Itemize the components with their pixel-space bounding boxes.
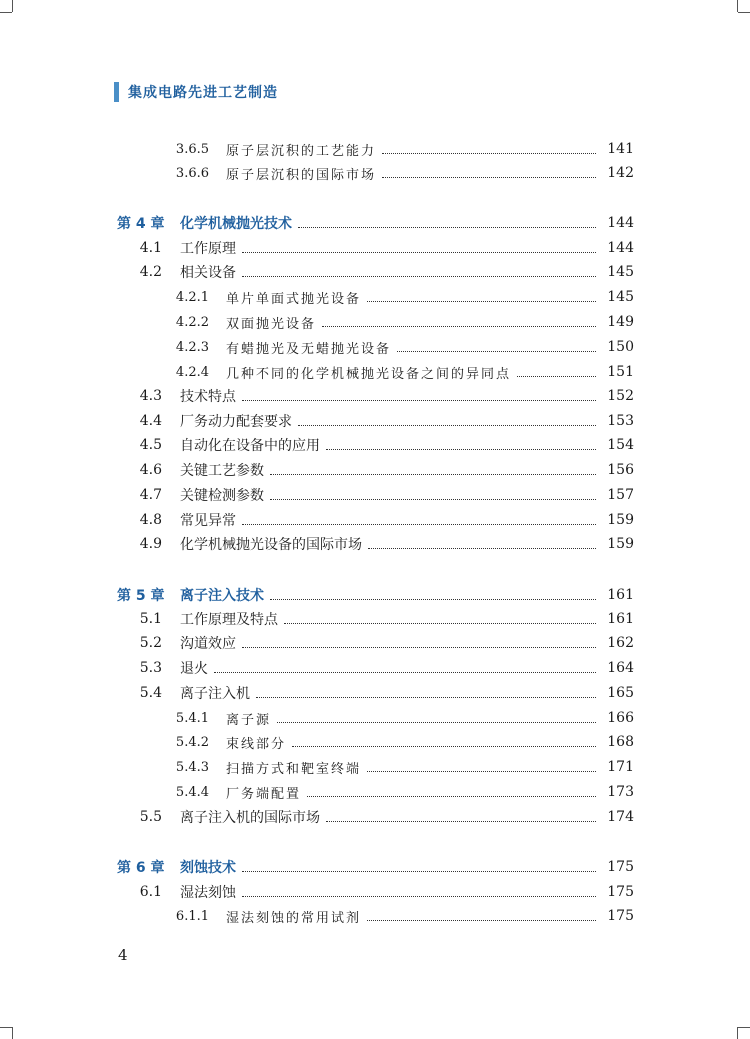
toc-entry-number: 4.2.2 [175,314,209,330]
toc-entry-page: 159 [607,512,634,528]
crop-mark-top-left-v [12,0,13,12]
toc-entry-number: 6.1.1 [175,908,209,924]
toc-entry-number: 4.3 [139,388,162,404]
toc-entry-number: 5.4.3 [175,759,209,775]
toc-entry-title: 自动化在设备中的应用 [180,438,320,454]
toc-entry-number: 4.9 [139,536,162,552]
toc-entry-number: 3.6.5 [175,141,209,157]
toc-entry-page: 173 [607,784,634,800]
toc-entry-number: 4.8 [139,512,162,528]
toc-entry-number: 第 5 章 [117,588,165,604]
toc-entry-page: 151 [607,364,634,380]
toc-entry-page: 152 [607,388,634,404]
toc-entry-number: 4.7 [139,487,162,503]
dot-leader [284,623,596,624]
toc-entry-page: 175 [607,859,634,875]
crop-mark-top-right-v [737,0,738,12]
book-title: 集成电路先进工艺制造 [128,85,278,101]
toc-entry[interactable] [0,336,750,358]
toc-entry-title: 湿法刻蚀的常用试剂 [226,910,362,926]
toc-entry[interactable] [0,212,750,234]
toc-entry-title: 湿法刻蚀 [180,885,236,901]
toc-entry-number: 4.2.3 [175,339,209,355]
dot-leader [322,326,596,327]
dot-leader [277,722,596,723]
dot-leader [270,499,596,500]
toc-entry-title: 扫描方式和靶室终端 [226,761,362,777]
dot-leader [367,771,596,772]
toc-entry-page: 153 [607,413,634,429]
toc-entry-title: 单片单面式抛光设备 [226,291,362,307]
toc-entry[interactable] [0,707,750,729]
toc-entry-page: 162 [607,635,634,651]
dot-leader [517,376,596,377]
toc-entry-page: 142 [607,165,634,181]
toc-entry-number: 3.6.6 [175,165,209,181]
crop-mark-bottom-left [0,1027,12,1028]
toc-entry[interactable] [0,261,750,283]
toc-entry-page: 156 [607,462,634,478]
dot-leader [368,548,596,549]
toc-entry-number: 5.2 [139,635,162,651]
dot-leader [242,524,596,525]
toc-entry-number: 4.6 [139,462,162,478]
toc-entry-number: 5.3 [139,660,162,676]
header-accent-bar [114,82,119,102]
toc-entry-number: 5.4.4 [175,784,209,800]
dot-leader [242,276,596,277]
toc-entry-title: 关键检测参数 [180,488,264,504]
toc-entry[interactable] [0,682,750,704]
dot-leader [367,920,596,921]
toc-entry-title: 有蜡抛光及无蜡抛光设备 [226,341,392,357]
dot-leader [270,599,596,600]
toc-entry-number: 第 4 章 [117,216,165,232]
toc-entry-title: 离子注入机的国际市场 [180,810,320,826]
toc-entry-title: 厂务端配置 [226,786,302,802]
toc-entry-number: 4.4 [139,413,162,429]
dot-leader [326,449,596,450]
toc-entry-title: 退火 [180,661,208,677]
crop-mark-bottom-left-v [12,1027,13,1039]
toc-entry[interactable] [0,162,750,184]
toc-entry-title: 双面抛光设备 [226,316,317,332]
toc-entry-page: 149 [607,314,634,330]
toc-entry[interactable] [0,881,750,903]
dot-leader [270,474,596,475]
toc-entry-title: 离子注入机 [180,686,250,702]
toc-entry-title: 原子层沉积的工艺能力 [226,143,377,159]
dot-leader [382,153,596,154]
toc-entry-page: 165 [607,685,634,701]
dot-leader [367,301,596,302]
toc-entry[interactable] [0,385,750,407]
toc-entry[interactable] [0,311,750,333]
toc-entry-title: 技术特点 [180,389,236,405]
toc-entry-title: 相关设备 [180,265,236,281]
toc-entry[interactable] [0,632,750,654]
toc-entry-page: 145 [607,289,634,305]
toc-entry-page: 154 [607,437,634,453]
toc-entry-number: 5.4 [139,685,162,701]
toc-entry-title: 化学机械抛光技术 [180,216,292,232]
toc-entry-title: 工作原理及特点 [180,612,278,628]
toc-entry-number: 4.2.1 [175,289,209,305]
toc-entry-title: 离子源 [226,712,272,728]
crop-mark-bottom-right-v [737,1027,738,1039]
toc-entry[interactable] [0,608,750,630]
toc-entry-page: 159 [607,536,634,552]
toc-entry-number: 5.4.1 [175,710,209,726]
toc-entry[interactable] [0,286,750,308]
dot-leader [292,746,596,747]
toc-entry-page: 168 [607,734,634,750]
dot-leader [298,227,596,228]
toc-entry-number: 5.1 [139,611,162,627]
toc-entry-number: 5.5 [139,809,162,825]
toc-entry-page: 150 [607,339,634,355]
toc-entry-page: 164 [607,660,634,676]
toc-entry[interactable] [0,806,750,828]
toc-entry-title: 原子层沉积的国际市场 [226,167,377,183]
toc-entry-page: 171 [607,759,634,775]
toc-entry[interactable] [0,138,750,160]
toc-entry[interactable] [0,533,750,555]
dot-leader [326,821,596,822]
dot-leader [242,647,596,648]
toc-entry[interactable] [0,434,750,456]
dot-leader [214,672,596,673]
toc-entry-number: 第 6 章 [117,860,165,876]
toc-entry-title: 化学机械抛光设备的国际市场 [180,537,362,553]
toc-entry[interactable] [0,756,750,778]
toc-entry-page: 157 [607,487,634,503]
toc-entry[interactable] [0,509,750,531]
dot-leader [382,177,596,178]
toc-entry-number: 4.2.4 [175,364,209,380]
toc-entry-title: 沟道效应 [180,636,236,652]
toc-entry-title: 刻蚀技术 [180,860,236,876]
toc-entry[interactable] [0,459,750,481]
toc-entry-title: 离子注入技术 [180,588,264,604]
toc-entry-page: 144 [607,215,634,231]
toc-entry-title: 束线部分 [226,736,287,752]
toc-entry[interactable] [0,856,750,878]
dot-leader [242,252,596,253]
toc-entry-number: 6.1 [139,884,162,900]
toc-entry-number: 4.2 [139,264,162,280]
running-header [114,81,278,103]
dot-leader [242,871,596,872]
toc-entry-page: 174 [607,809,634,825]
toc-entry[interactable] [0,410,750,432]
dot-leader [256,697,596,698]
toc-entry-page: 145 [607,264,634,280]
toc-entry-page: 161 [607,611,634,627]
dot-leader [307,796,596,797]
toc-entry[interactable] [0,237,750,259]
dot-leader [242,400,596,401]
toc-entry-title: 厂务动力配套要求 [180,414,292,430]
dot-leader [242,896,596,897]
toc-entry-page: 141 [607,141,634,157]
toc-entry[interactable] [0,484,750,506]
dot-leader [397,351,596,352]
toc-entry[interactable] [0,731,750,753]
toc-entry-title: 几种不同的化学机械抛光设备之间的异同点 [226,366,512,382]
toc-entry-page: 144 [607,240,634,256]
toc-entry-number: 5.4.2 [175,734,209,750]
crop-mark-top-left [0,12,12,13]
toc-entry[interactable] [0,584,750,606]
crop-mark-top-right [738,12,750,13]
toc-entry[interactable] [0,781,750,803]
toc-entry-title: 工作原理 [180,241,236,257]
toc-entry[interactable] [0,657,750,679]
toc-entry-number: 4.1 [139,240,162,256]
page-number: 4 [118,946,128,964]
toc-entry-page: 175 [607,908,634,924]
toc-entry-page: 175 [607,884,634,900]
crop-mark-bottom-right [738,1027,750,1028]
toc-entry-page: 166 [607,710,634,726]
dot-leader [298,425,596,426]
toc-entry-title: 常见异常 [180,513,236,529]
toc-entry[interactable] [0,361,750,383]
toc-entry[interactable] [0,905,750,927]
toc-entry-number: 4.5 [139,437,162,453]
toc-entry-title: 关键工艺参数 [180,463,264,479]
toc-entry-page: 161 [607,587,634,603]
